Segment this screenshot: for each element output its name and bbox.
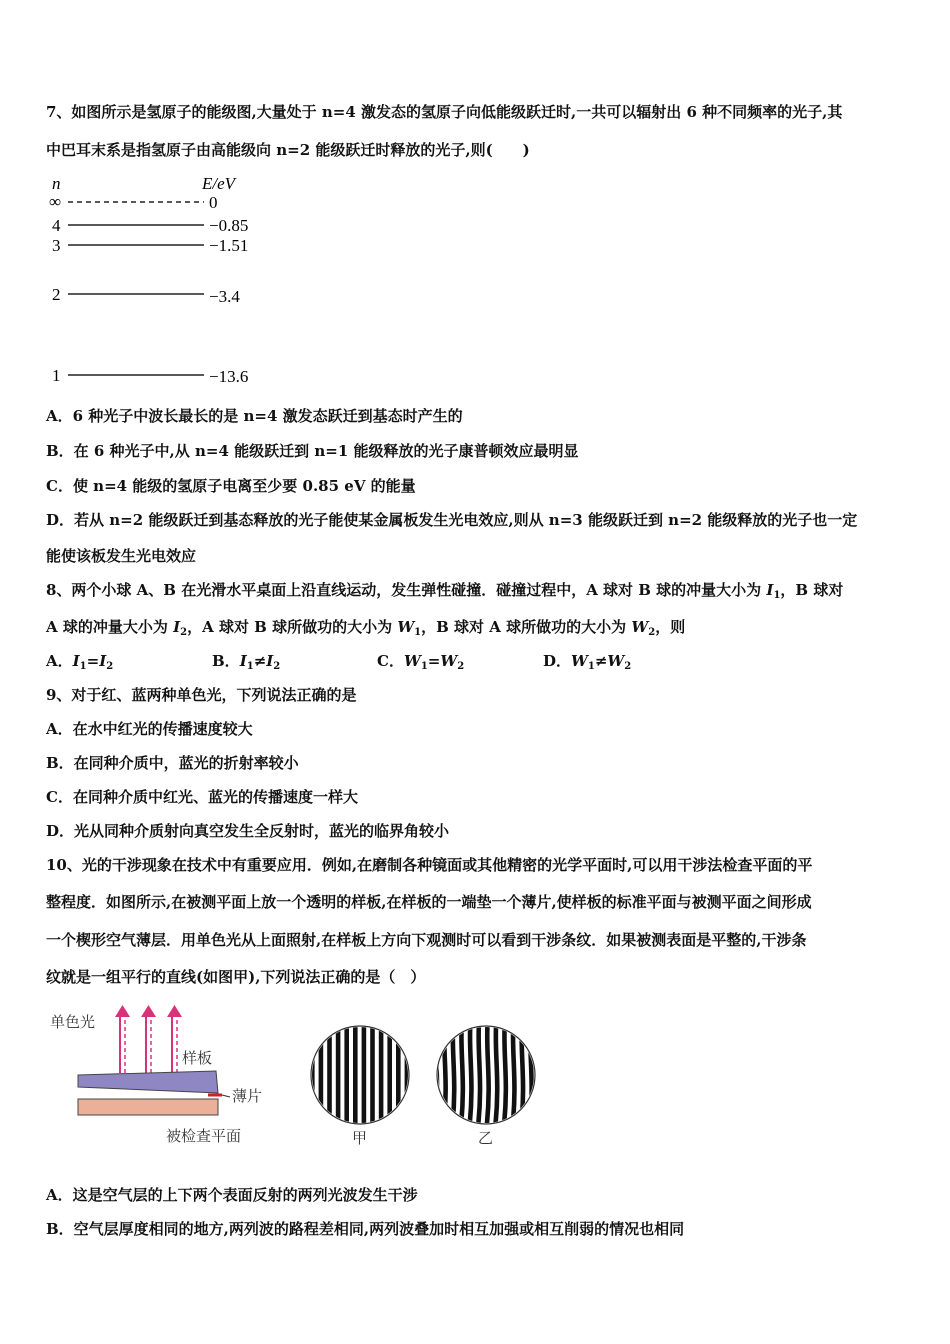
level-inf-n: ∞: [49, 192, 62, 211]
q8-c-op: =: [427, 652, 441, 670]
sample-plate: [78, 1071, 218, 1093]
q8-option-a: [46, 650, 113, 678]
q8-text-2d: ，则: [655, 618, 686, 636]
arrow-head: [141, 1005, 156, 1017]
fringe-stripe: [461, 1023, 463, 1127]
q8-c-s2: 2: [457, 661, 465, 672]
fringe-stripe: [444, 1023, 446, 1127]
q8-text-1b: ，B 球对: [780, 581, 844, 599]
fringe-stripe: [396, 1023, 401, 1127]
q8-text-1a: 8、两个小球 A、B 在光滑水平桌面上沿直线运动，发生弹性碰撞．碰撞过程中，A 球对 B 球的冲量大小为: [46, 581, 767, 599]
q10-stem-line3: 一个楔形空气薄层．用单色光从上面照射,在样板上方向下观测时可以看到干涉条纹．如果被测表面是平整的,干涉条: [46, 931, 807, 949]
level-2-e: −3.4: [209, 287, 240, 306]
fringe-stripe: [362, 1023, 367, 1127]
q8-a-prefix: A．: [46, 652, 73, 670]
q8-c-prefix: C．: [377, 652, 404, 670]
q9-option-a: A．在水中红光的传播速度较大: [46, 720, 253, 738]
q8-a-v1: I: [72, 652, 80, 670]
energy-axis-label: E/eV: [202, 174, 236, 193]
q9-option-b: B．在同种介质中，蓝光的折射率较小: [46, 754, 299, 772]
q8-a-v2: I: [99, 652, 107, 670]
q8-b-s2: 2: [273, 661, 281, 672]
q8-text-2b: ，A 球对 B 球所做功的大小为: [187, 618, 398, 636]
label-jia: 甲: [352, 1131, 368, 1147]
fringe-stripe: [487, 1023, 489, 1127]
q10-stem-line4: 纹就是一组平行的直线(如图甲),下列说法正确的是（ ）: [46, 968, 426, 986]
q7-option-a: A．6 种光子中波长最长的是 n=4 激发态跃迁到基态时产生的: [46, 407, 463, 425]
arrow-head: [115, 1005, 130, 1017]
q8-b-s1: 1: [246, 661, 254, 672]
q8-a-s2: 2: [106, 661, 114, 672]
test-surface: [78, 1099, 218, 1115]
q8-d-s2: 2: [624, 661, 632, 672]
label-test-surface: 被检查平面: [166, 1129, 242, 1145]
fringe-stripe: [521, 1023, 523, 1127]
q10-option-b: B．空气层厚度相同的地方,两列波的路程差相同,两列波叠加时相互加强或相互削弱的情况也相同: [46, 1220, 685, 1238]
fringe-stripe: [495, 1023, 497, 1127]
q8-d-v2: W: [607, 652, 625, 670]
q7-option-c: C．使 n=4 能级的氢原子电离至少要 0.85 eV 的能量: [46, 477, 416, 495]
q10-option-a: A．这是空气层的上下两个表面反射的两列光波发生干涉: [46, 1186, 418, 1204]
label-shim: 薄片: [232, 1089, 263, 1105]
q8-option-c: [377, 650, 464, 678]
q8-b-prefix: B．: [212, 652, 240, 670]
level-1-e: −13.6: [209, 367, 249, 386]
label-yi: 乙: [478, 1131, 494, 1147]
fringe-circle-jia: [311, 1026, 409, 1124]
q7-option-b: B．在 6 种光子中,从 n=4 能级跃迁到 n=1 能级释放的光子康普顿效应最明显: [46, 442, 579, 460]
level-1-n: 1: [52, 366, 61, 385]
shim-leader: [222, 1095, 230, 1097]
q8-text-2a: A 球的冲量大小为: [46, 618, 174, 636]
q8-sub-3: 1: [414, 627, 422, 638]
q8-text-2c: ，B 球对 A 球所做功的大小为: [421, 618, 632, 636]
q8-stem-line1: [46, 579, 904, 607]
q8-b-op: ≠: [253, 652, 267, 670]
q8-var-i2: I: [173, 618, 181, 636]
fringe-stripe: [512, 1023, 514, 1127]
q7-option-d-line2: 能使该板发生光电效应: [46, 547, 197, 565]
q8-sub-4: 2: [648, 627, 656, 638]
q9-stem: 9、对于红、蓝两种单色光，下列说法正确的是: [46, 686, 357, 704]
q8-d-s1: 1: [587, 661, 595, 672]
level-4-e: −0.85: [209, 216, 249, 235]
n-axis-label: n: [52, 174, 61, 193]
q8-c-v1: W: [403, 652, 421, 670]
q9-option-c: C．在同种介质中红光、蓝光的传播速度一样大: [46, 788, 358, 806]
q8-stem-line2: [46, 616, 904, 644]
q8-sub-1: 1: [773, 590, 781, 601]
q8-option-b: [212, 650, 280, 678]
fringe-stripe: [530, 1023, 532, 1127]
q7-stem-line2: 中巴耳末系是指氢原子由高能级向 n=2 能级跃迁时释放的光子,则( ): [46, 141, 530, 159]
fringe-stripe: [504, 1023, 506, 1127]
level-3-e: −1.51: [209, 236, 249, 255]
level-inf-e: 0: [209, 193, 218, 212]
q8-d-op: ≠: [594, 652, 608, 670]
q8-b-v1: I: [239, 652, 247, 670]
q8-c-s1: 1: [420, 661, 428, 672]
label-monochromatic-light: 单色光: [50, 1015, 96, 1031]
level-3-n: 3: [52, 236, 61, 255]
q8-var-i1: I: [766, 581, 774, 599]
q8-var-w1: W: [397, 618, 415, 636]
fringe-stripe: [336, 1023, 341, 1127]
fringe-stripe: [344, 1023, 349, 1127]
fringe-stripe: [478, 1023, 480, 1127]
fringe-stripe: [469, 1023, 471, 1127]
q8-c-v2: W: [440, 652, 458, 670]
q10-stem-line1: 10、光的干涉现象在技术中有重要应用．例如,在磨制各种镜面或其他精密的光学平面时,可以用干涉法检查平面的平: [46, 856, 813, 874]
q8-a-op: =: [86, 652, 100, 670]
label-sample-plate: 样板: [182, 1051, 213, 1067]
level-4-n: 4: [52, 216, 61, 235]
q8-d-v1: W: [571, 652, 588, 670]
light-arrows: [115, 1005, 182, 1073]
interference-figure: [44, 1003, 544, 1153]
q8-b-v2: I: [266, 652, 274, 670]
q8-option-d: [543, 650, 631, 678]
fringe-stripe: [353, 1023, 358, 1127]
q7-option-d-line1: D．若从 n=2 能级跃迁到基态释放的光子能使某金属板发生光电效应,则从 n=3 能级跃迁到 n=2 能级释放的光子也一定: [46, 511, 858, 529]
q8-a-s1: 1: [79, 661, 87, 672]
fringe-stripe: [370, 1023, 375, 1127]
q7-stem-line1: 7、如图所示是氢原子的能级图,大量处于 n=4 激发态的氢原子向低能级跃迁时,一共可以辐射出 6 种不同频率的光子,其: [46, 103, 843, 121]
fringe-stripe: [379, 1023, 384, 1127]
q8-var-w2: W: [631, 618, 649, 636]
fringe-stripe: [319, 1023, 324, 1127]
arrow-head: [167, 1005, 182, 1017]
q8-d-prefix: D．: [543, 652, 572, 670]
q8-sub-2: 2: [180, 627, 188, 638]
energy-level-diagram: [44, 172, 274, 390]
q9-option-d: D．光从同种介质射向真空发生全反射时，蓝光的临界角较小: [46, 822, 450, 840]
q10-stem-line2: 整程度．如图所示,在被测平面上放一个透明的样板,在样板的一端垫一个薄片,使样板的标准平面与被测平面之间形成: [46, 893, 812, 911]
level-2-n: 2: [52, 285, 61, 304]
